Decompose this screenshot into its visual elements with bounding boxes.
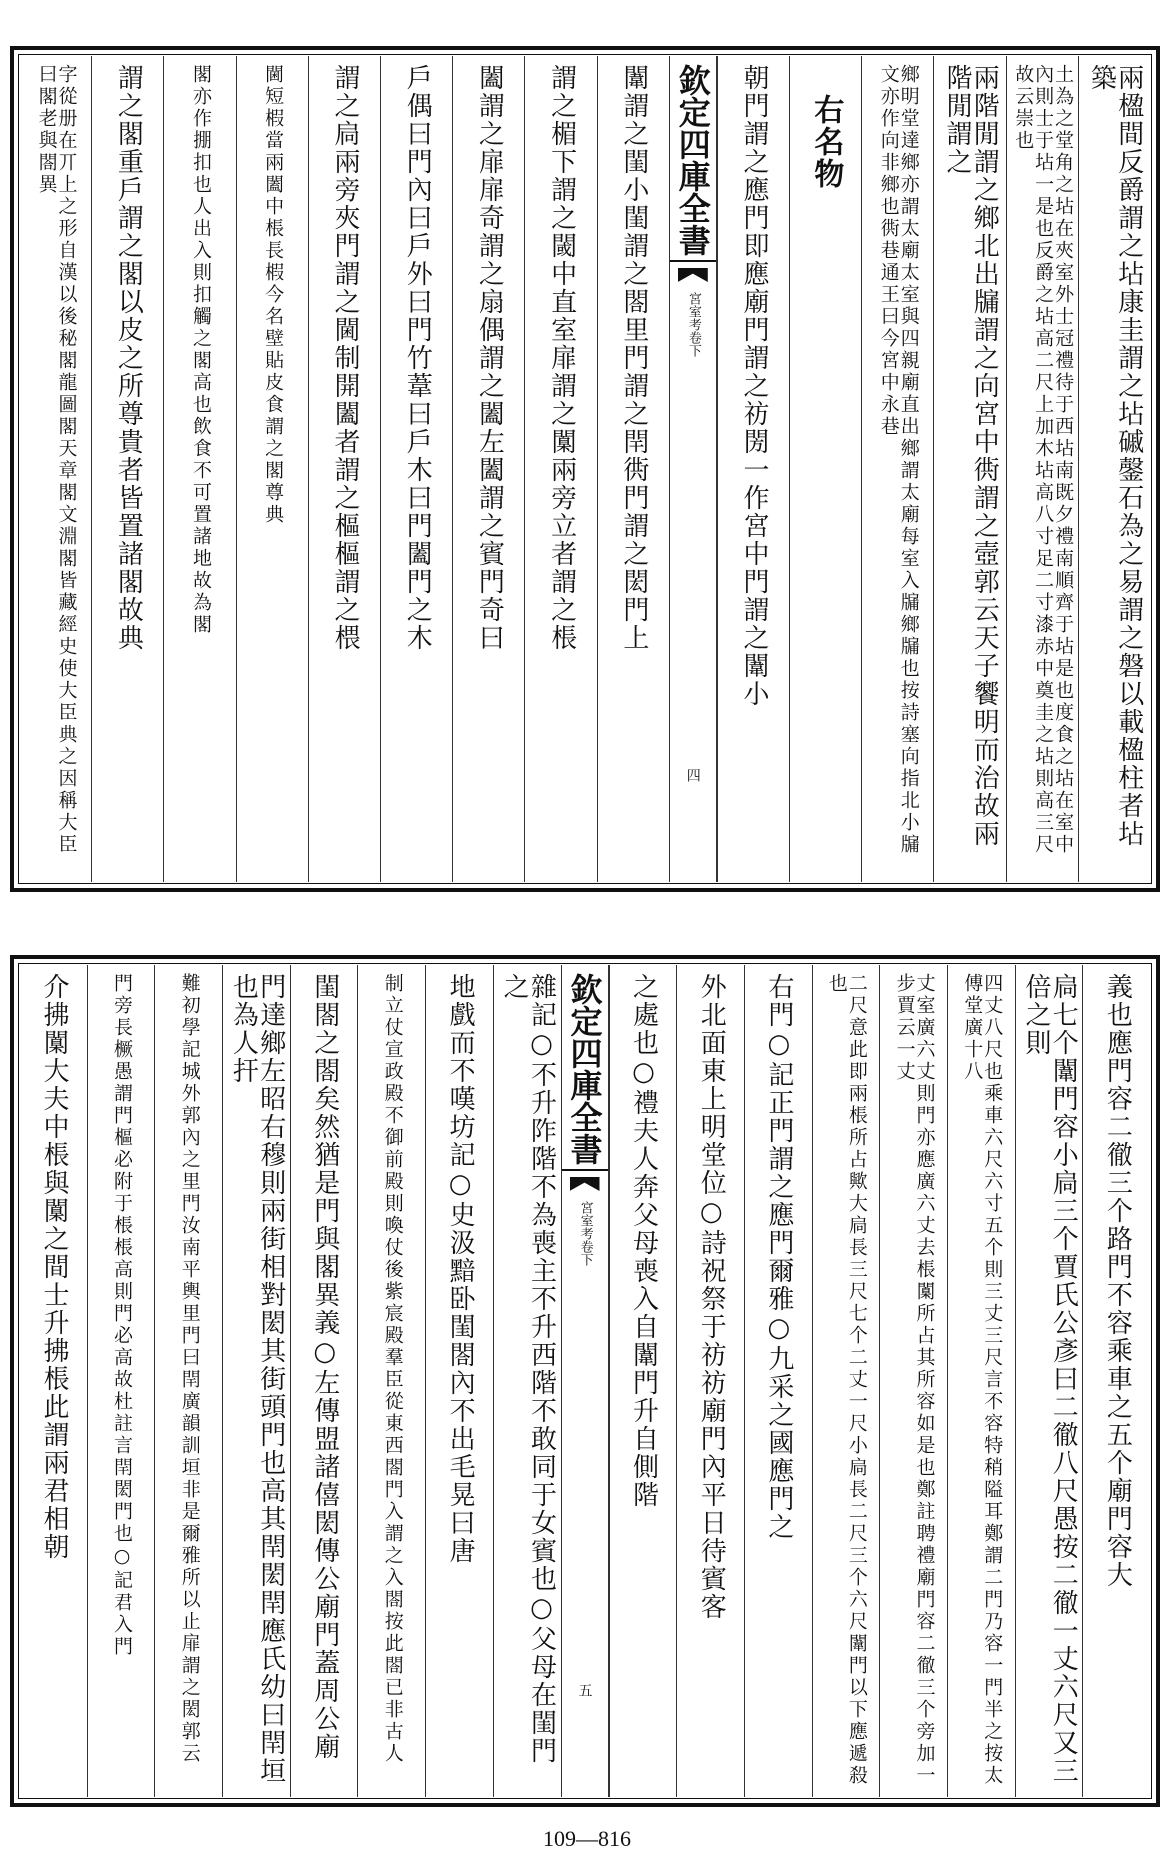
- column-text: 丈室廣六丈則門亦應廣六丈去棖闑所占其所容如是也鄭註聘禮廟門容二徹三个旁加一步賈云一丈: [893, 973, 936, 1787]
- column: [597, 56, 669, 882]
- column-text: 鄉明堂達鄉亦謂太廟太室與四親廟直出鄉謂太廟每室入牖鄉牖也按詩塞向指北小牖文亦作向非鄉也衖巷通王曰今宮中永巷: [877, 64, 920, 856]
- column: [357, 965, 425, 1797]
- section-heading: [789, 56, 861, 882]
- column: [154, 965, 222, 1797]
- column-text: 門旁長橛愚謂門樞必附于棖棖高則門必高故杜註言閈閎門也○記君入門: [111, 973, 133, 1658]
- column-text: 閫短椵當兩闔中棖長椵今名壁貼皮食謂之閣尊典: [262, 64, 285, 526]
- volume-label: 卷下: [577, 1240, 593, 1266]
- column-text: 朝門謂之應門即應廟門謂之祊閍一作宮中門謂之闈小: [739, 64, 770, 708]
- column-text: 義也應門容二徹三个路門不容乘車之五个廟門容大: [1102, 973, 1133, 1589]
- book-title: 欽定四庫全書: [670, 64, 716, 262]
- page-number: 四: [684, 768, 701, 782]
- column: [20, 965, 87, 1797]
- page-footer-number: 109—816: [543, 1826, 631, 1851]
- fishtail-mark-icon: [570, 1177, 600, 1191]
- chapter-label: 宮室考: [577, 1201, 593, 1240]
- column: [222, 965, 290, 1797]
- column-text: 右名物: [808, 94, 844, 190]
- column-text: 二尺意此即兩棖所占歟大扃長三尺七个二丈一尺小扃長二尺三个六尺闈門以下應遞殺也: [825, 973, 868, 1787]
- column: [91, 56, 163, 882]
- column-text: 闈謂之閨小閨謂之閤里門謂之閈衖門謂之閎門上: [618, 64, 649, 652]
- column: [524, 56, 596, 882]
- column: [1006, 56, 1078, 882]
- column: [425, 965, 493, 1797]
- column-text: 扃七个闈門容小扃三个賈氏公彥曰二徹八尺愚按二徹一丈六尺又三倍之則: [1020, 973, 1079, 1785]
- volume-label: 卷下: [685, 331, 701, 357]
- column: [493, 965, 561, 1797]
- page-number: 五: [576, 1683, 593, 1697]
- column: [236, 56, 308, 882]
- column-text: 謂之閣重戶謂之閣以皮之所尊貴者皆置諸閣故典: [113, 64, 144, 652]
- column: [812, 965, 880, 1797]
- column-text: 難初學記城外郭內之里門汝南平輿里門曰閈廣韻訓垣非是爾雅所以止扉謂之閎郭云: [178, 973, 201, 1765]
- column: [1015, 965, 1083, 1797]
- column-text: 謂之楣下謂之閾中直室扉謂之闑兩旁立者謂之棖: [546, 64, 577, 652]
- lower-columns: [20, 965, 1150, 1797]
- column-text: 外北面東上明堂位○詩祝祭于祊祊廟門內平日待賓客: [696, 973, 727, 1621]
- center-fold: [561, 965, 609, 1797]
- column: [609, 965, 677, 1797]
- column: [380, 56, 452, 882]
- column-text: 兩階閒謂之鄉北出牖謂之向宮中衖謂之壼郭云天子饗明而治故兩階閒謂之: [942, 64, 1000, 848]
- lower-page: [10, 955, 1160, 1807]
- column-text: 制立仗宣政殿不御前殿則喚仗後紫宸殿羣臣從東西閤門入謂之入閤按此閤已非古人: [381, 973, 404, 1765]
- upper-columns: [20, 56, 1150, 882]
- column: [861, 56, 933, 882]
- column-text: 闔謂之扉扉奇謂之扇偶謂之闔左闔謂之賓門奇曰: [474, 64, 505, 652]
- column: [308, 56, 380, 882]
- fishtail-mark-icon: [678, 268, 708, 282]
- column: [744, 965, 812, 1797]
- book-title: 欽定四庫全書: [562, 973, 608, 1171]
- column-text: 閨閤之閤矣然猶是門與閣異義○左傳盟諸僖閎傳公廟門蓋周公廟: [309, 973, 340, 1761]
- upper-page: [10, 46, 1160, 892]
- column: [20, 56, 91, 882]
- column-text: 介拂闑大夫中棖與闑之間士升拂棖此謂兩君相朝: [39, 973, 69, 1561]
- column-text: 兩楹間反爵謂之坫康圭謂之坫磩鏧石為之易謂之磐以載楹柱者坫築: [1086, 64, 1144, 848]
- column: [1078, 56, 1150, 882]
- column-text: 謂之扃兩旁夾門謂之閫制開闔者謂之樞樞謂之椳: [330, 64, 361, 652]
- column: [879, 965, 947, 1797]
- column-text: 門達鄉左昭右穆則兩街相對閎其街頭門也高其閈閎閈應氏幼曰閈垣也為人扞: [228, 973, 286, 1785]
- column: [933, 56, 1005, 882]
- column: [947, 965, 1015, 1797]
- column: [676, 965, 744, 1797]
- column-text: 字從册在丌上之形自漢以後秘閣龍圖閣天章閣文淵閣皆藏經史使大臣典之因稱大臣曰閣老與閤異: [35, 64, 78, 856]
- column: [1082, 965, 1150, 1797]
- chapter-label: 宮室考: [685, 292, 701, 331]
- column-text: 雜記○不升阼階不為喪主不升西階不敢同于女賓也○父母在閨門之: [499, 973, 557, 1765]
- column: [290, 965, 358, 1797]
- column-text: 戶偶曰門內曰戶外曰門竹葦曰戶木曰門闔門之木: [402, 64, 433, 652]
- column-text: 土為之堂角之坫在夾室外士冠禮待于西坫南既夕禮南順齊于坫是也度食之坫在室中內則士于坫一是也反爵之坫高二尺上加木坫高八寸足二寸漆赤中奠圭之坫則高三尺故云崇也: [1012, 64, 1075, 856]
- column: [87, 965, 155, 1797]
- column-text: 地戲而不嘆坊記○史汲黯卧閨閤內不出毛晃曰唐: [445, 973, 476, 1565]
- center-fold: [669, 56, 717, 882]
- column-text: 之處也○禮夫人奔父母喪入自闈門升自側階: [628, 973, 659, 1509]
- column: [452, 56, 524, 882]
- column-text: 閣亦作掤扣也人出入則扣觸之閣高也飲食不可置諸地故為閣: [189, 64, 212, 636]
- column: [163, 56, 235, 882]
- column-text: 四丈八尺也乘車六尺六寸五个則三丈三尺言不容特稍隘耳鄭謂二門乃容一門半之按太傅堂廣十八: [961, 973, 1004, 1787]
- column-text: 右門○記正門謂之應門爾雅○九采之國應門之: [763, 973, 794, 1541]
- column: [717, 56, 789, 882]
